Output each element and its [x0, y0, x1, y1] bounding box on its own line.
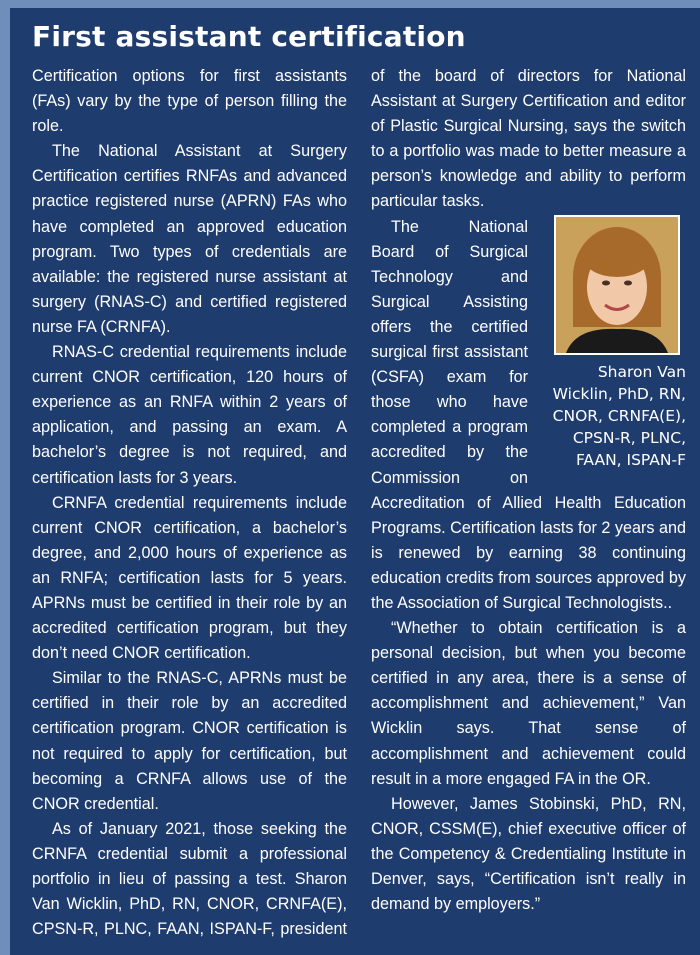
paragraph-7: The National Board of Surgical Technology and Surgical Assisting offers the certified surgical first assistant (CSFA) exam for those who have completed a program accredited by the Commission on Accreditation of Allied Health Education Programs. Certification lasts for 2 years and is renewed by earning 38 continuing education credits from sources approved by the Association of Surgical Technologists..: [371, 217, 686, 612]
paragraph-4: CRNFA credential requirements include current CNOR certification, a bachelor’s degree, and 2,000 hours of experience as an RNFA; certification lasts for 5 years. APRNs must be certified in their role by an accredited certification program, but they don’t need CNOR certification.: [32, 493, 347, 663]
paragraph-3: RNAS-C credential requirements include current CNOR certification, 120 hours of experience as an RNFA within 2 years of application, and passing an exam. A bachelor’s degree is not required, and certification lasts for 3 years.: [32, 343, 347, 487]
author-photo: [554, 215, 680, 355]
photo-caption: Sharon Van Wicklin, PhD, RN, CNOR, CRNFA(E), CPSN-R, PLNC, FAAN, ISPAN-F: [552, 362, 686, 469]
article-panel: [10, 8, 700, 955]
paragraph-8: “Whether to obtain certification is a personal decision, but when you become certified in any area, there is a sense of accomplishment and achievement,” Van Wicklin says. That sense of accomplishment and achievement could result in a more engaged FA in the OR.: [371, 619, 686, 788]
article-body: [32, 64, 686, 952]
paragraph-2: The National Assistant at Surgery Certification certifies RNFAs and advanced practice registered nurse (APRN) FAs who have completed an approved education program. Two types of credentials are available: the registered nurse assistant at surgery (RNAS-C) and certified registered nurse FA (CRNFA).: [32, 142, 347, 336]
article-title: First assistant certification: [32, 20, 466, 53]
author-photo-block: [538, 215, 686, 471]
portrait-illustration: [556, 217, 678, 353]
paragraph-5: Similar to the RNAS-C, APRNs must be certified in their role by an accredited certification program. CNOR certification is not required to apply for certification, but becoming a CRNFA allows use of the CNOR credential.: [32, 669, 347, 813]
paragraph-9: However, James Stobinski, PhD, RN, CNOR, CSSM(E), chief executive officer of the Competency & Credentialing Institute in Denver, says, “Certification isn’t really in demand by employers.”: [371, 794, 686, 914]
paragraph-6: As of January 2021, those seeking the CRNFA credential submit a professional portfolio in lieu of passing a test. Sharon Van Wicklin, PhD, RN, CNOR, CRNFA(E), CPSN-R, PLNC, FAAN, ISPAN-F, president of the board of directors for National Assistant at Surgery Certification and editor of Plastic Surgical Nursing, says the switch to a portfolio was made to better measure a person’s knowledge and ability to perform particular tasks.: [32, 67, 686, 939]
paragraph-1: Certification options for first assistants (FAs) vary by the type of person filling the role.: [32, 67, 347, 136]
